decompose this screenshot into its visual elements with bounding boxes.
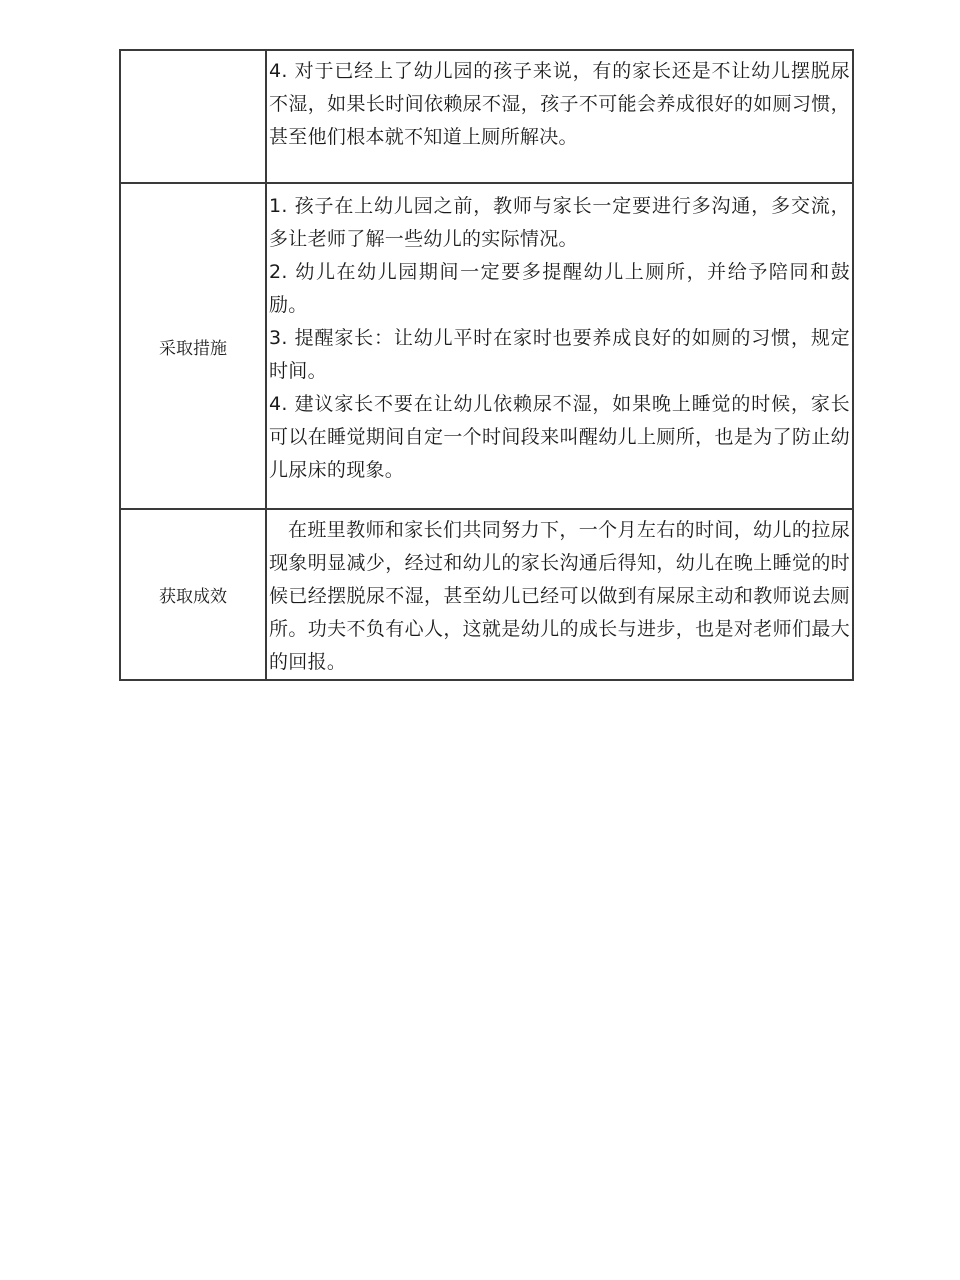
table-row bbox=[120, 50, 853, 183]
paragraph: 2. 幼儿在幼儿园期间一定要多提醒幼儿上厕所，并给予陪同和鼓励。 bbox=[269, 261, 850, 316]
paragraph: 3. 提醒家长：让幼儿平时在家时也要养成良好的如厕的习惯，规定时间。 bbox=[269, 327, 850, 382]
row-content-cell bbox=[266, 183, 853, 509]
table-row bbox=[120, 183, 853, 509]
document-table bbox=[119, 49, 854, 681]
row-content-cell bbox=[266, 50, 853, 183]
row-label-cell bbox=[120, 50, 266, 183]
paragraph: 4. 对于已经上了幼儿园的孩子来说，有的家长还是不让幼儿摆脱尿不湿，如果长时间依赖尿不湿，孩子不可能会养成很好的如厕习惯，甚至他们根本就不知道上厕所解决。 bbox=[269, 60, 850, 148]
row-label: 采取措施 bbox=[159, 338, 227, 359]
paragraph: 4. 建议家长不要在让幼儿依赖尿不湿，如果晚上睡觉的时候，家长可以在睡觉期间自定一个时间段来叫醒幼儿上厕所，也是为了防止幼儿尿床的现象。 bbox=[269, 393, 850, 481]
paragraph: 在班里教师和家长们共同努力下，一个月左右的时间，幼儿的拉尿现象明显减少，经过和幼儿的家长沟通后得知，幼儿在晚上睡觉的时候已经摆脱尿不湿，甚至幼儿已经可以做到有屎尿主动和教师说去厕所。功夫不负有心人，这就是幼儿的成长与进步，也是对老师们最大的回报。 bbox=[269, 519, 850, 673]
row-content-cell bbox=[266, 509, 853, 680]
paragraph: 1. 孩子在上幼儿园之前，教师与家长一定要进行多沟通，多交流，多让老师了解一些幼儿的实际情况。 bbox=[269, 195, 850, 250]
row-label: 获取成效 bbox=[159, 587, 227, 607]
row-label-cell bbox=[120, 509, 266, 680]
row-label-cell bbox=[120, 183, 266, 509]
table-row bbox=[120, 509, 853, 680]
